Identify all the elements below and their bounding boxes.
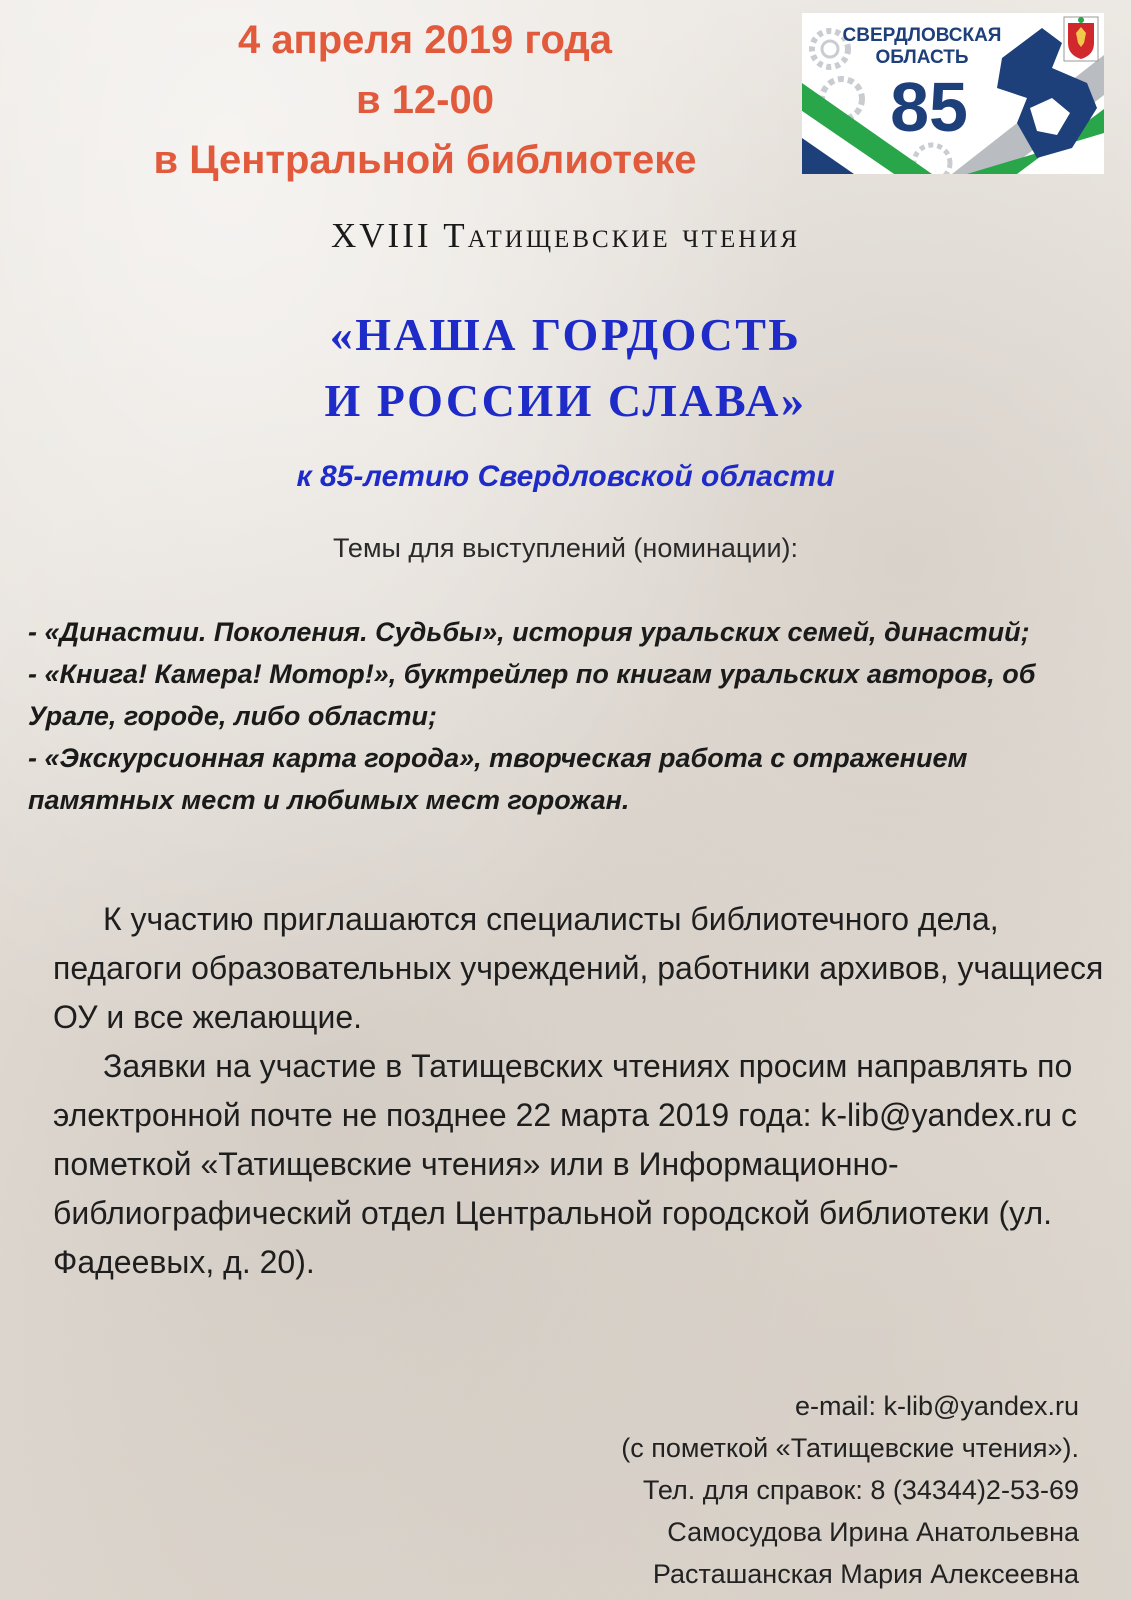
contact-note: (с пометкой «Татищевские чтения»). [621, 1433, 1079, 1463]
event-time: в 12-00 [355, 78, 494, 122]
contact-phone: Тел. для справок: 8 (34344)2-53-69 [642, 1475, 1079, 1505]
invitation-paragraph: К участию приглашаются специалисты библиотечного дела, педагоги образовательных учреждений, работники архивов, учащиеся ОУ и все желающие. [53, 901, 1104, 1035]
main-title [0, 302, 1131, 434]
contacts-block [379, 1385, 1079, 1595]
nominations-list [28, 611, 1118, 821]
event-date: 4 апреля 2019 года [237, 18, 613, 62]
contact-person-2: Расташанская Мария Алексеевна [652, 1559, 1079, 1589]
event-header [100, 10, 750, 190]
logo-line-2: ОБЛАСТЬ [875, 47, 969, 68]
application-paragraph: Заявки на участие в Татищевских чтениях просим направлять по электронной почте не позднее 22 марта 2019 года: k-lib@yandex.ru с пометкой «Татищевские чтения» или в Информационно-библиографический отдел Центральной городской библиотеки (ул. Фадеевых, д. 20). [53, 1048, 1077, 1280]
body-text [53, 895, 1113, 1287]
nomination-item: - «Книга! Камера! Мотор!», буктрейлер по книгам уральских авторов, об Урале, городе, либо области; [28, 659, 1036, 731]
contact-person-1: Самосудова Ирина Анатольевна [667, 1517, 1079, 1547]
subtitle: к 85-летию Свердловской области [296, 460, 835, 493]
nomination-item: - «Династии. Поколения. Судьбы», история уральских семей, династий; [28, 617, 1030, 647]
event-place: в Центральной библиотеке [153, 138, 697, 182]
sverdlovsk-85-logo [802, 13, 1104, 174]
main-title-line-1: «НАША ГОРДОСТЬ [329, 309, 802, 360]
readings-title: XVIII Татищевские чтения [331, 216, 800, 255]
contact-email: e-mail: k-lib@yandex.ru [794, 1391, 1079, 1421]
logo-text [822, 25, 1022, 69]
nomination-item: - «Экскурсионная карта города», творческая работа с отражением памятных мест и любимых мест горожан. [28, 743, 968, 815]
main-title-line-2: И РОССИИ СЛАВА» [324, 375, 807, 426]
logo-number: 85 [890, 68, 968, 146]
topics-heading: Темы для выступлений (номинации): [332, 533, 799, 563]
logo-line-1: СВЕРДЛОВСКАЯ [842, 25, 1002, 46]
